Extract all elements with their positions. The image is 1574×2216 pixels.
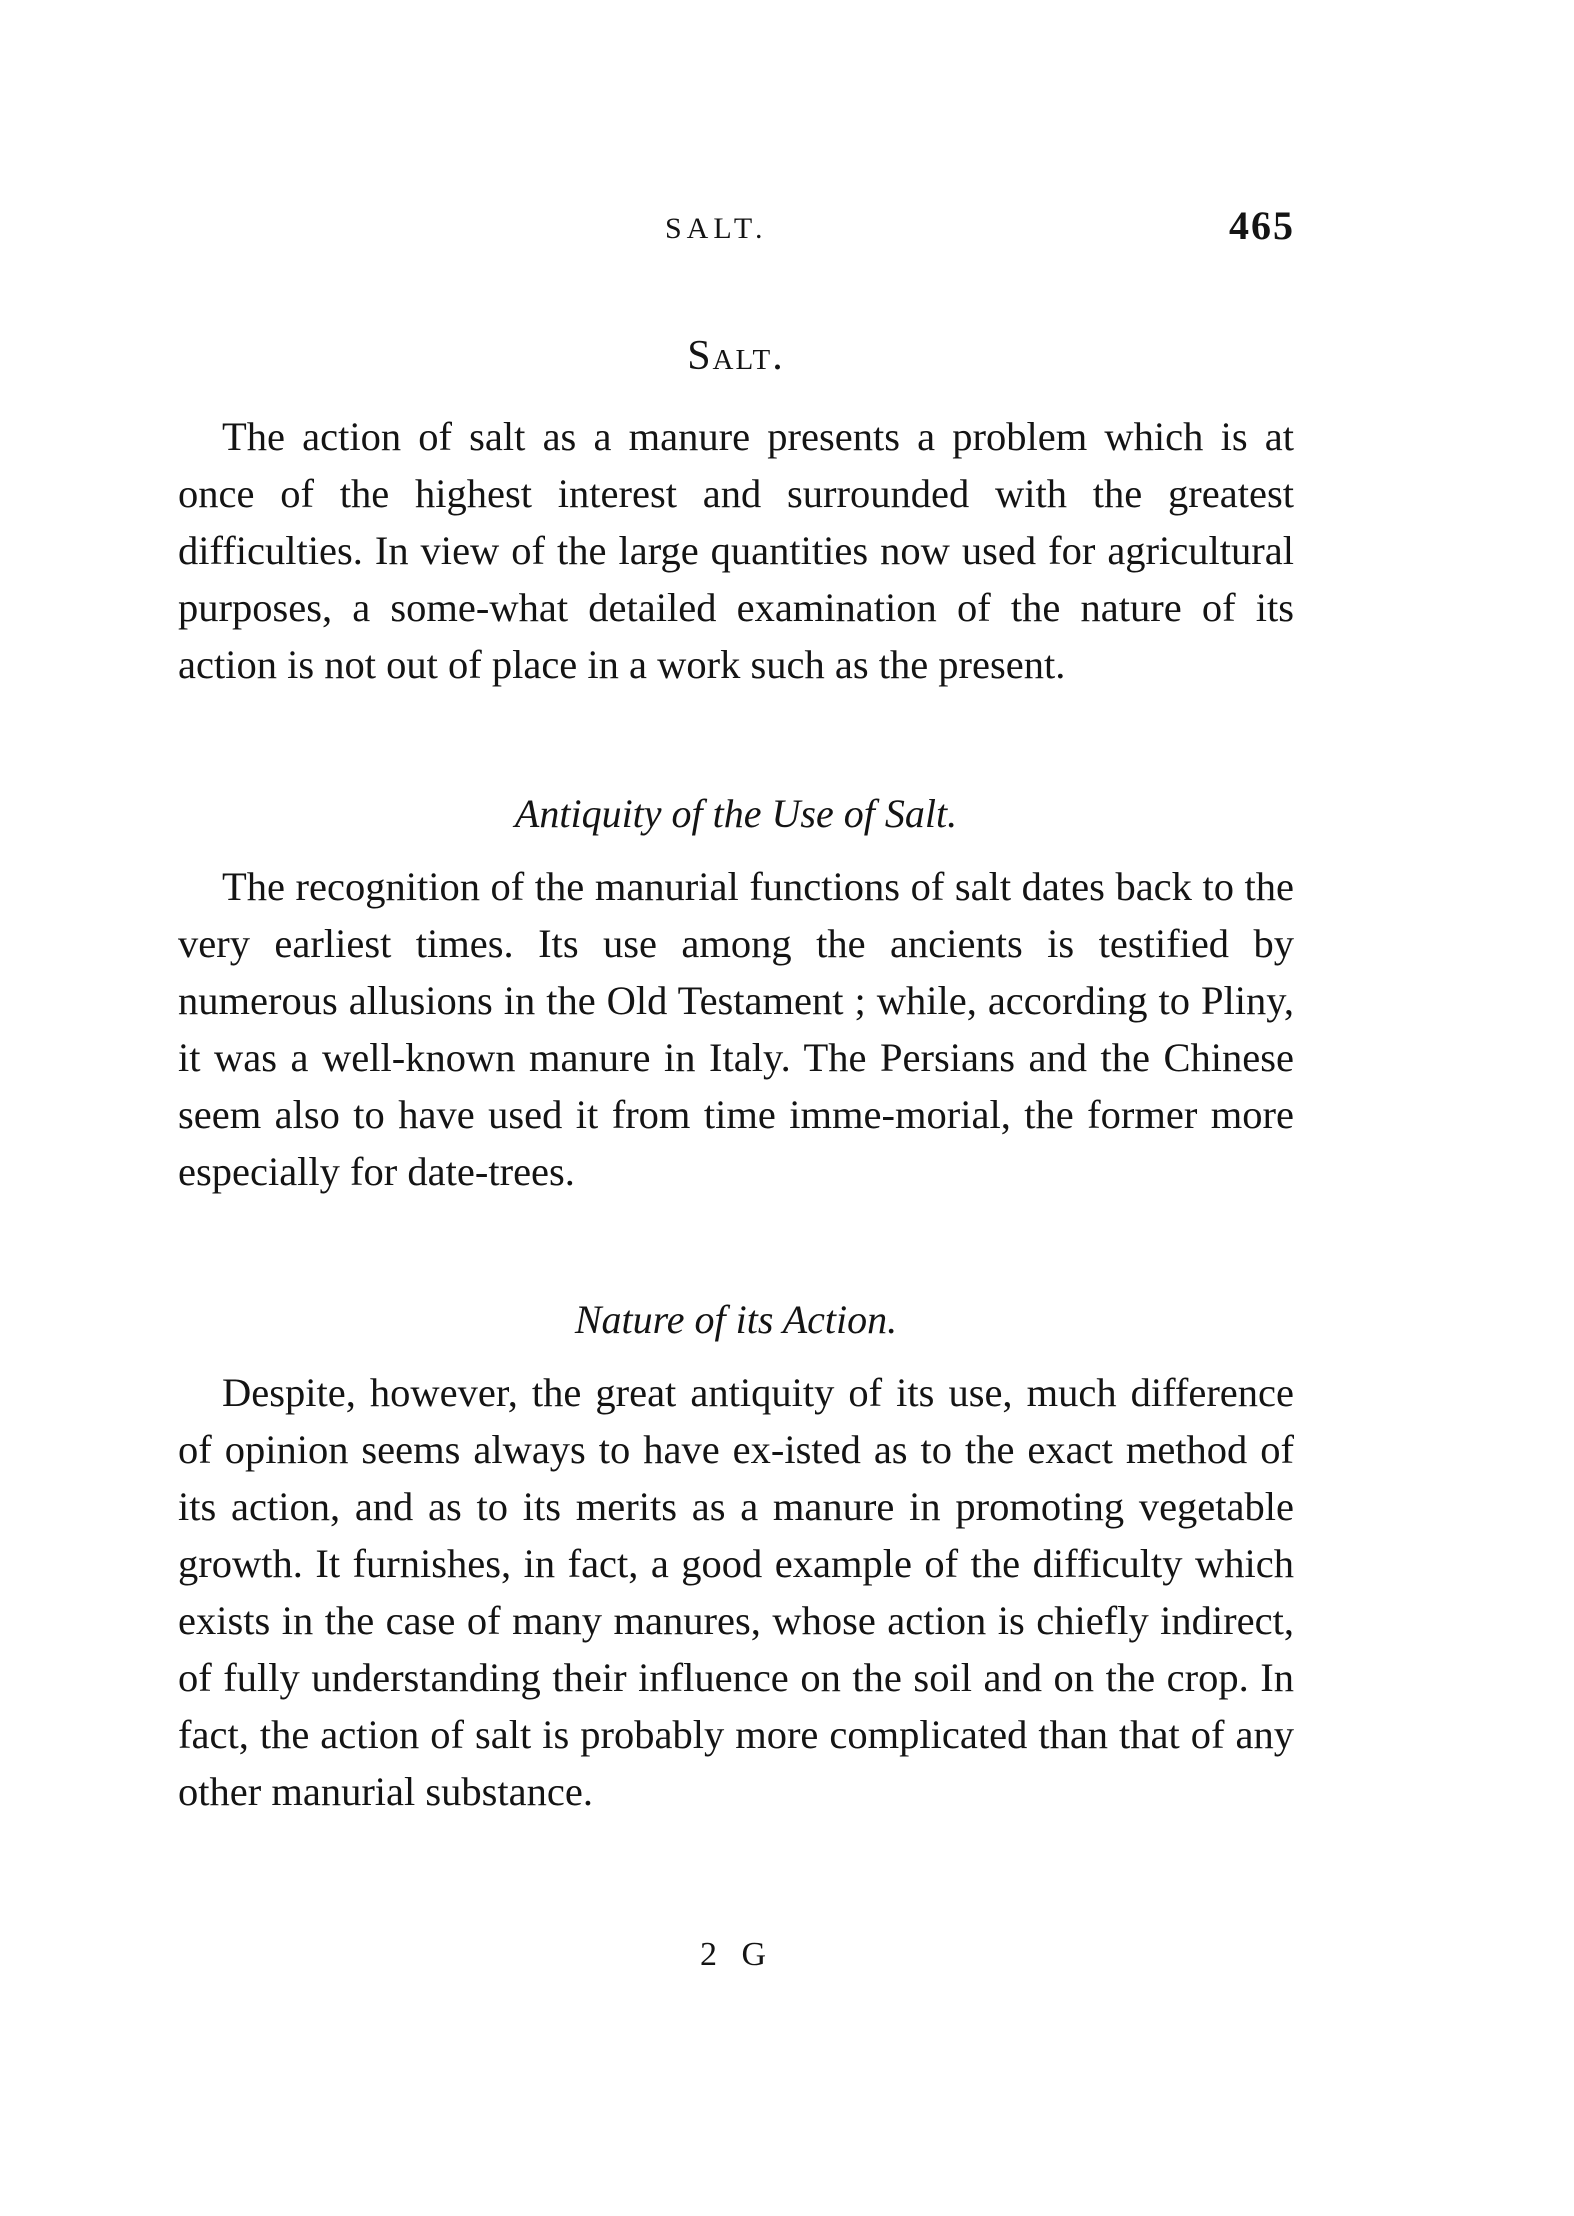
antiquity-paragraph-block [178,858,1294,1200]
antiquity-heading: Antiquity of the Use of Salt. [514,791,958,836]
antiquity-paragraph: The recognition of the manurial functions of salt dates back to the very earliest times. Its use among the ancients is testified by numerous allusions in the Old Testament ; while, according to Pliny, it was a well-known manure in Italy. The Persians and the Chinese seem also to have used it from time imme-morial, the former more especially for date-trees. [178,864,1294,1194]
nature-paragraph-block [178,1364,1294,1820]
nature-paragraph: Despite, however, the great antiquity of its use, much difference of opinion seems always to have ex-isted as to the exact method of its action, and as to its merits as a manure in promoting vegetable growth. It furnishes, in fact, a good example of the difficulty which exists in the case of many manures, whose action is chiefly indirect, of fully understanding their influence on the soil and on the crop. In fact, the action of salt is probably more complicated than that of any other manurial substance. [178,1370,1294,1814]
page-number: 465 [1229,203,1295,248]
section-title-text: Salt. [687,333,785,379]
running-head [175,200,1295,260]
intro-paragraph: The action of salt as a manure presents a problem which is at once of the highest interest and surrounded with the greatest difficulties. In view of the large quantities now used for agricultural purposes, a some-what detailed examination of the nature of its action is not out of place in a work such as the present. [178,414,1294,687]
section-title [178,332,1294,380]
nature-heading: Nature of its Action. [574,1297,898,1342]
running-title: SALT. [665,212,768,245]
printer-signature: 2 G [700,1936,775,1973]
intro-paragraph-block [178,408,1294,693]
